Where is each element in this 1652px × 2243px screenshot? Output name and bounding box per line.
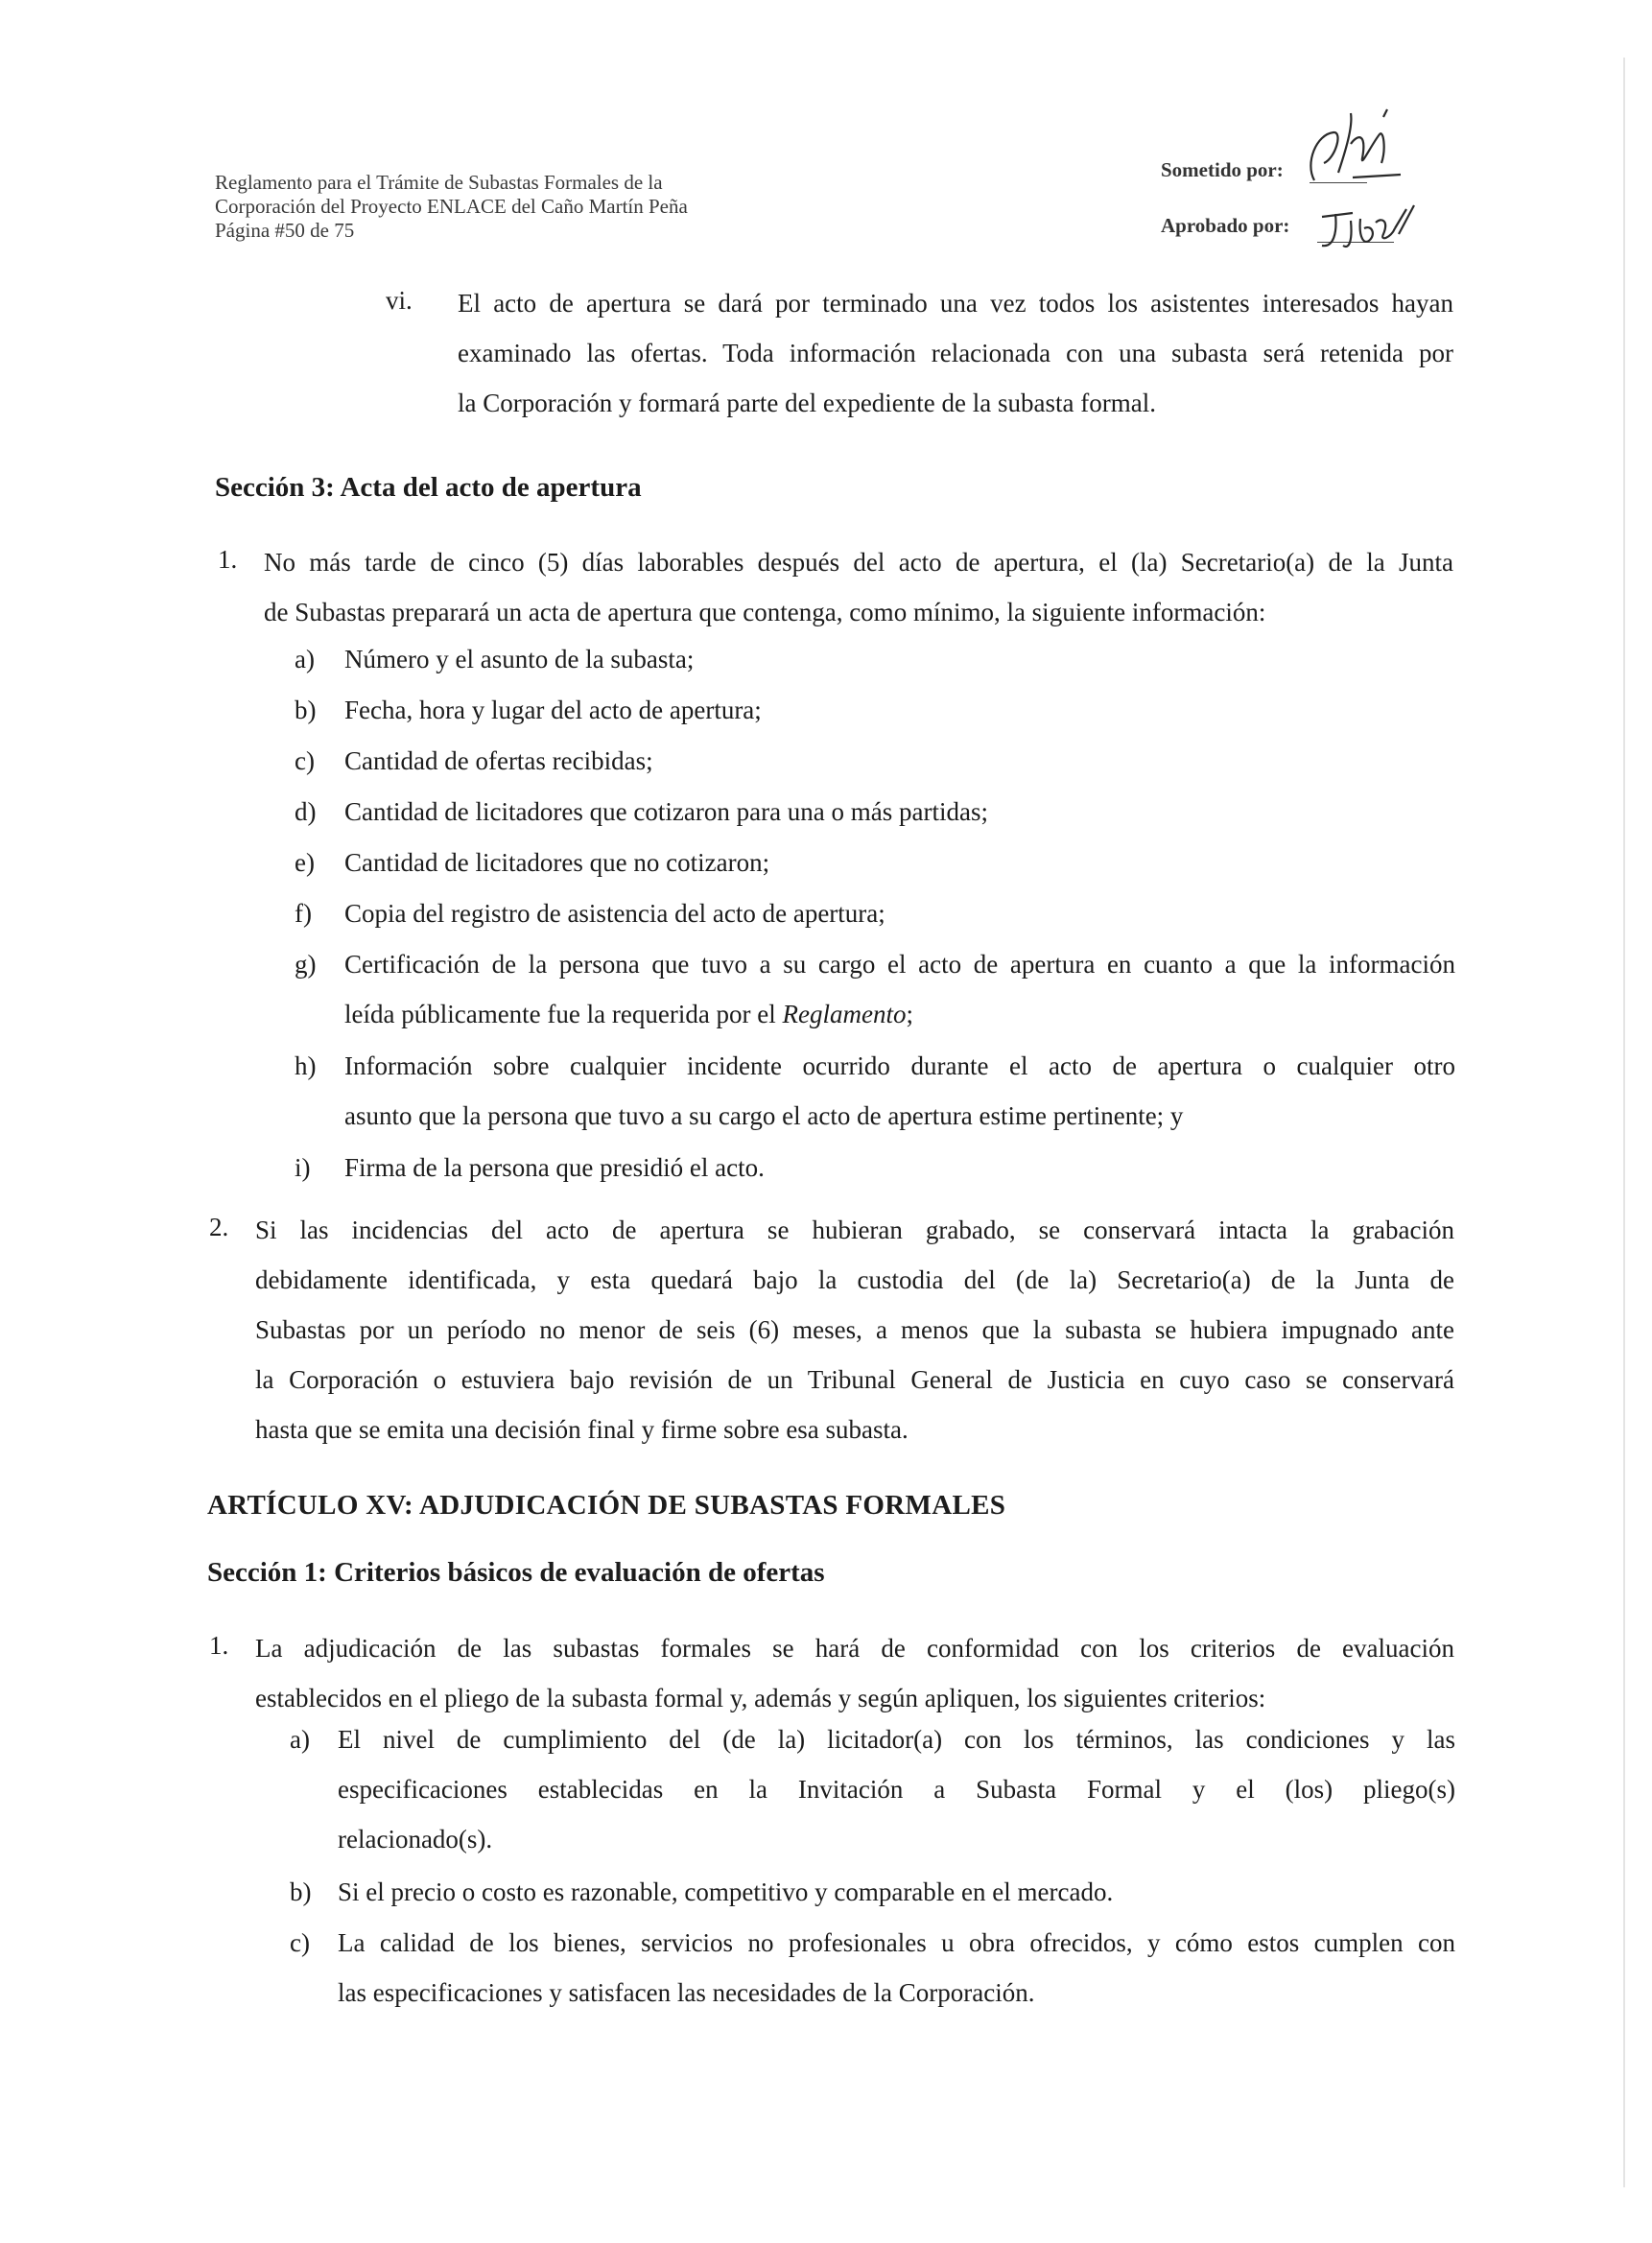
s3-item-h-line-2: asunto que la persona que tuvo a su cargo el acto de apertura estime pertinente; y: [344, 1101, 1184, 1130]
s1-p1-line-2: establecidos en el pliego de la subasta formal y, además y según apliquen, los siguientes criterios:: [255, 1684, 1266, 1712]
s1-item-a-line-3: relacionado(s).: [338, 1825, 493, 1853]
submitted-signature-icon: [1295, 106, 1410, 192]
section-1-heading: Sección 1: Criterios básicos de evaluación de ofertas: [207, 1557, 825, 1588]
s3-p2-line-3: Subastas por un período no menor de seis (6) meses, a menos que la subasta se hubiera impugnado ante: [255, 1315, 1454, 1344]
running-header: [215, 171, 688, 243]
s3-item-e-text: Cantidad de licitadores que no cotizaron;: [344, 848, 770, 877]
reglamento-italic: Reglamento: [782, 1000, 907, 1028]
section-3-heading: Sección 3: Acta del acto de apertura: [215, 472, 642, 503]
s1-item-b-text: Si el precio o costo es razonable, competitivo y comparable en el mercado.: [338, 1877, 1114, 1906]
article-heading: ARTÍCULO XV: ADJUDICACIÓN DE SUBASTAS FORMALES: [207, 1490, 1006, 1521]
scan-edge-line: [1623, 58, 1625, 2187]
s3-item-f-label: f): [295, 899, 312, 928]
s1-item-c-label: c): [290, 1928, 310, 1957]
s1-item-c-line-1: La calidad de los bienes, servicios no profesionales u obra ofrecidos, y cómo estos cumplen con: [338, 1928, 1455, 1957]
s3-item-g-line-2: [344, 1000, 1455, 1050]
s3-item-f-text: Copia del registro de asistencia del acto de apertura;: [344, 899, 885, 928]
s3-p2-number: 2.: [209, 1213, 229, 1241]
s3-p1-line-1: No más tarde de cinco (5) días laborables después del acto de apertura, el (la) Secretario(a) de la Junta: [264, 548, 1453, 577]
s1-p1-number: 1.: [209, 1631, 229, 1660]
s3-item-d-text: Cantidad de licitadores que cotizaron para una o más partidas;: [344, 797, 989, 826]
s3-p1-number: 1.: [218, 545, 238, 574]
s3-item-i-label: i): [295, 1153, 311, 1182]
s1-p1-line-1: La adjudicación de las subastas formales se hará de conformidad con los criterios de evaluación: [255, 1634, 1454, 1663]
item-vi-line-2: examinado las ofertas. Toda información relacionada con una subasta será retenida por: [458, 339, 1453, 367]
s3-item-e-label: e): [295, 848, 315, 877]
s3-item-c-text: Cantidad de ofertas recibidas;: [344, 746, 653, 775]
signoff-block: [1161, 153, 1449, 259]
s3-p2-text: [255, 1205, 1454, 1454]
s3-item-c-label: c): [295, 746, 315, 775]
item-vi-text: [458, 278, 1453, 428]
s3-item-a-text: Número y el asunto de la subasta;: [344, 645, 695, 673]
approved-by-label: Aprobado por:: [1161, 214, 1290, 237]
item-vi-line-3: la Corporación y formará parte del expediente de la subasta formal.: [458, 389, 1156, 417]
s3-p2-line-4: la Corporación o estuviera bajo revisión de un Tribunal General de Justicia en cuyo caso se conservará: [255, 1365, 1454, 1394]
s1-p1-text: [255, 1623, 1454, 1723]
s3-p2-line-5: hasta que se emita una decisión final y firme sobre esa subasta.: [255, 1415, 909, 1444]
s3-p2-line-1: Si las incidencias del acto de apertura se hubieran grabado, se conservará intacta la grabación: [255, 1216, 1454, 1244]
s1-item-a-label: a): [290, 1725, 310, 1754]
s3-item-g-line-2-text: leída públicamente fue la requerida por el: [344, 1000, 783, 1028]
approved-signature-icon: [1314, 200, 1420, 257]
s3-item-g-line-2-end: ;: [906, 1000, 914, 1028]
s3-p2-line-2: debidamente identificada, y esta quedará bajo la custodia del (de la) Secretario(a) de la Junta de: [255, 1265, 1454, 1294]
s3-item-h-label: h): [295, 1051, 317, 1080]
s3-item-b-text: Fecha, hora y lugar del acto de apertura;: [344, 696, 762, 724]
s1-item-c-line-2: las especificaciones y satisfacen las necesidades de la Corporación.: [338, 1978, 1035, 2007]
s3-item-g-label: g): [295, 950, 317, 979]
header-title-line-1: Reglamento para el Trámite de Subastas Formales de la: [215, 171, 663, 194]
s3-p1-text: [264, 537, 1453, 637]
header-title-line-2: Corporación del Proyecto ENLACE del Caño Martín Peña: [215, 195, 688, 218]
s3-item-b-label: b): [295, 696, 317, 724]
header-page-number: Página #50 de 75: [215, 219, 355, 242]
s1-item-a-line-2: especificaciones establecidas en la Invitación a Subasta Formal y el (los) pliego(s): [338, 1775, 1455, 1804]
submitted-by-label: Sometido por:: [1161, 158, 1284, 181]
s3-p1-line-2: de Subastas preparará un acta de apertura que contenga, como mínimo, la siguiente información:: [264, 598, 1266, 626]
s1-item-a-line-1: El nivel de cumplimiento del (de la) licitador(a) con los términos, las condiciones y las: [338, 1725, 1455, 1754]
item-vi-label: vi.: [386, 286, 413, 315]
s3-item-a-label: a): [295, 645, 315, 673]
s3-item-d-label: d): [295, 797, 317, 826]
item-vi-line-1: El acto de apertura se dará por terminado una vez todos los asistentes interesados hayan: [458, 289, 1453, 318]
s3-item-i-text: Firma de la persona que presidió el acto.: [344, 1153, 765, 1182]
s3-item-h-line-1: Información sobre cualquier incidente ocurrido durante el acto de apertura o cualquier otro: [344, 1051, 1455, 1080]
s3-item-g-line-1: Certificación de la persona que tuvo a su cargo el acto de apertura en cuanto a que la información: [344, 950, 1455, 979]
s1-item-b-label: b): [290, 1877, 312, 1906]
